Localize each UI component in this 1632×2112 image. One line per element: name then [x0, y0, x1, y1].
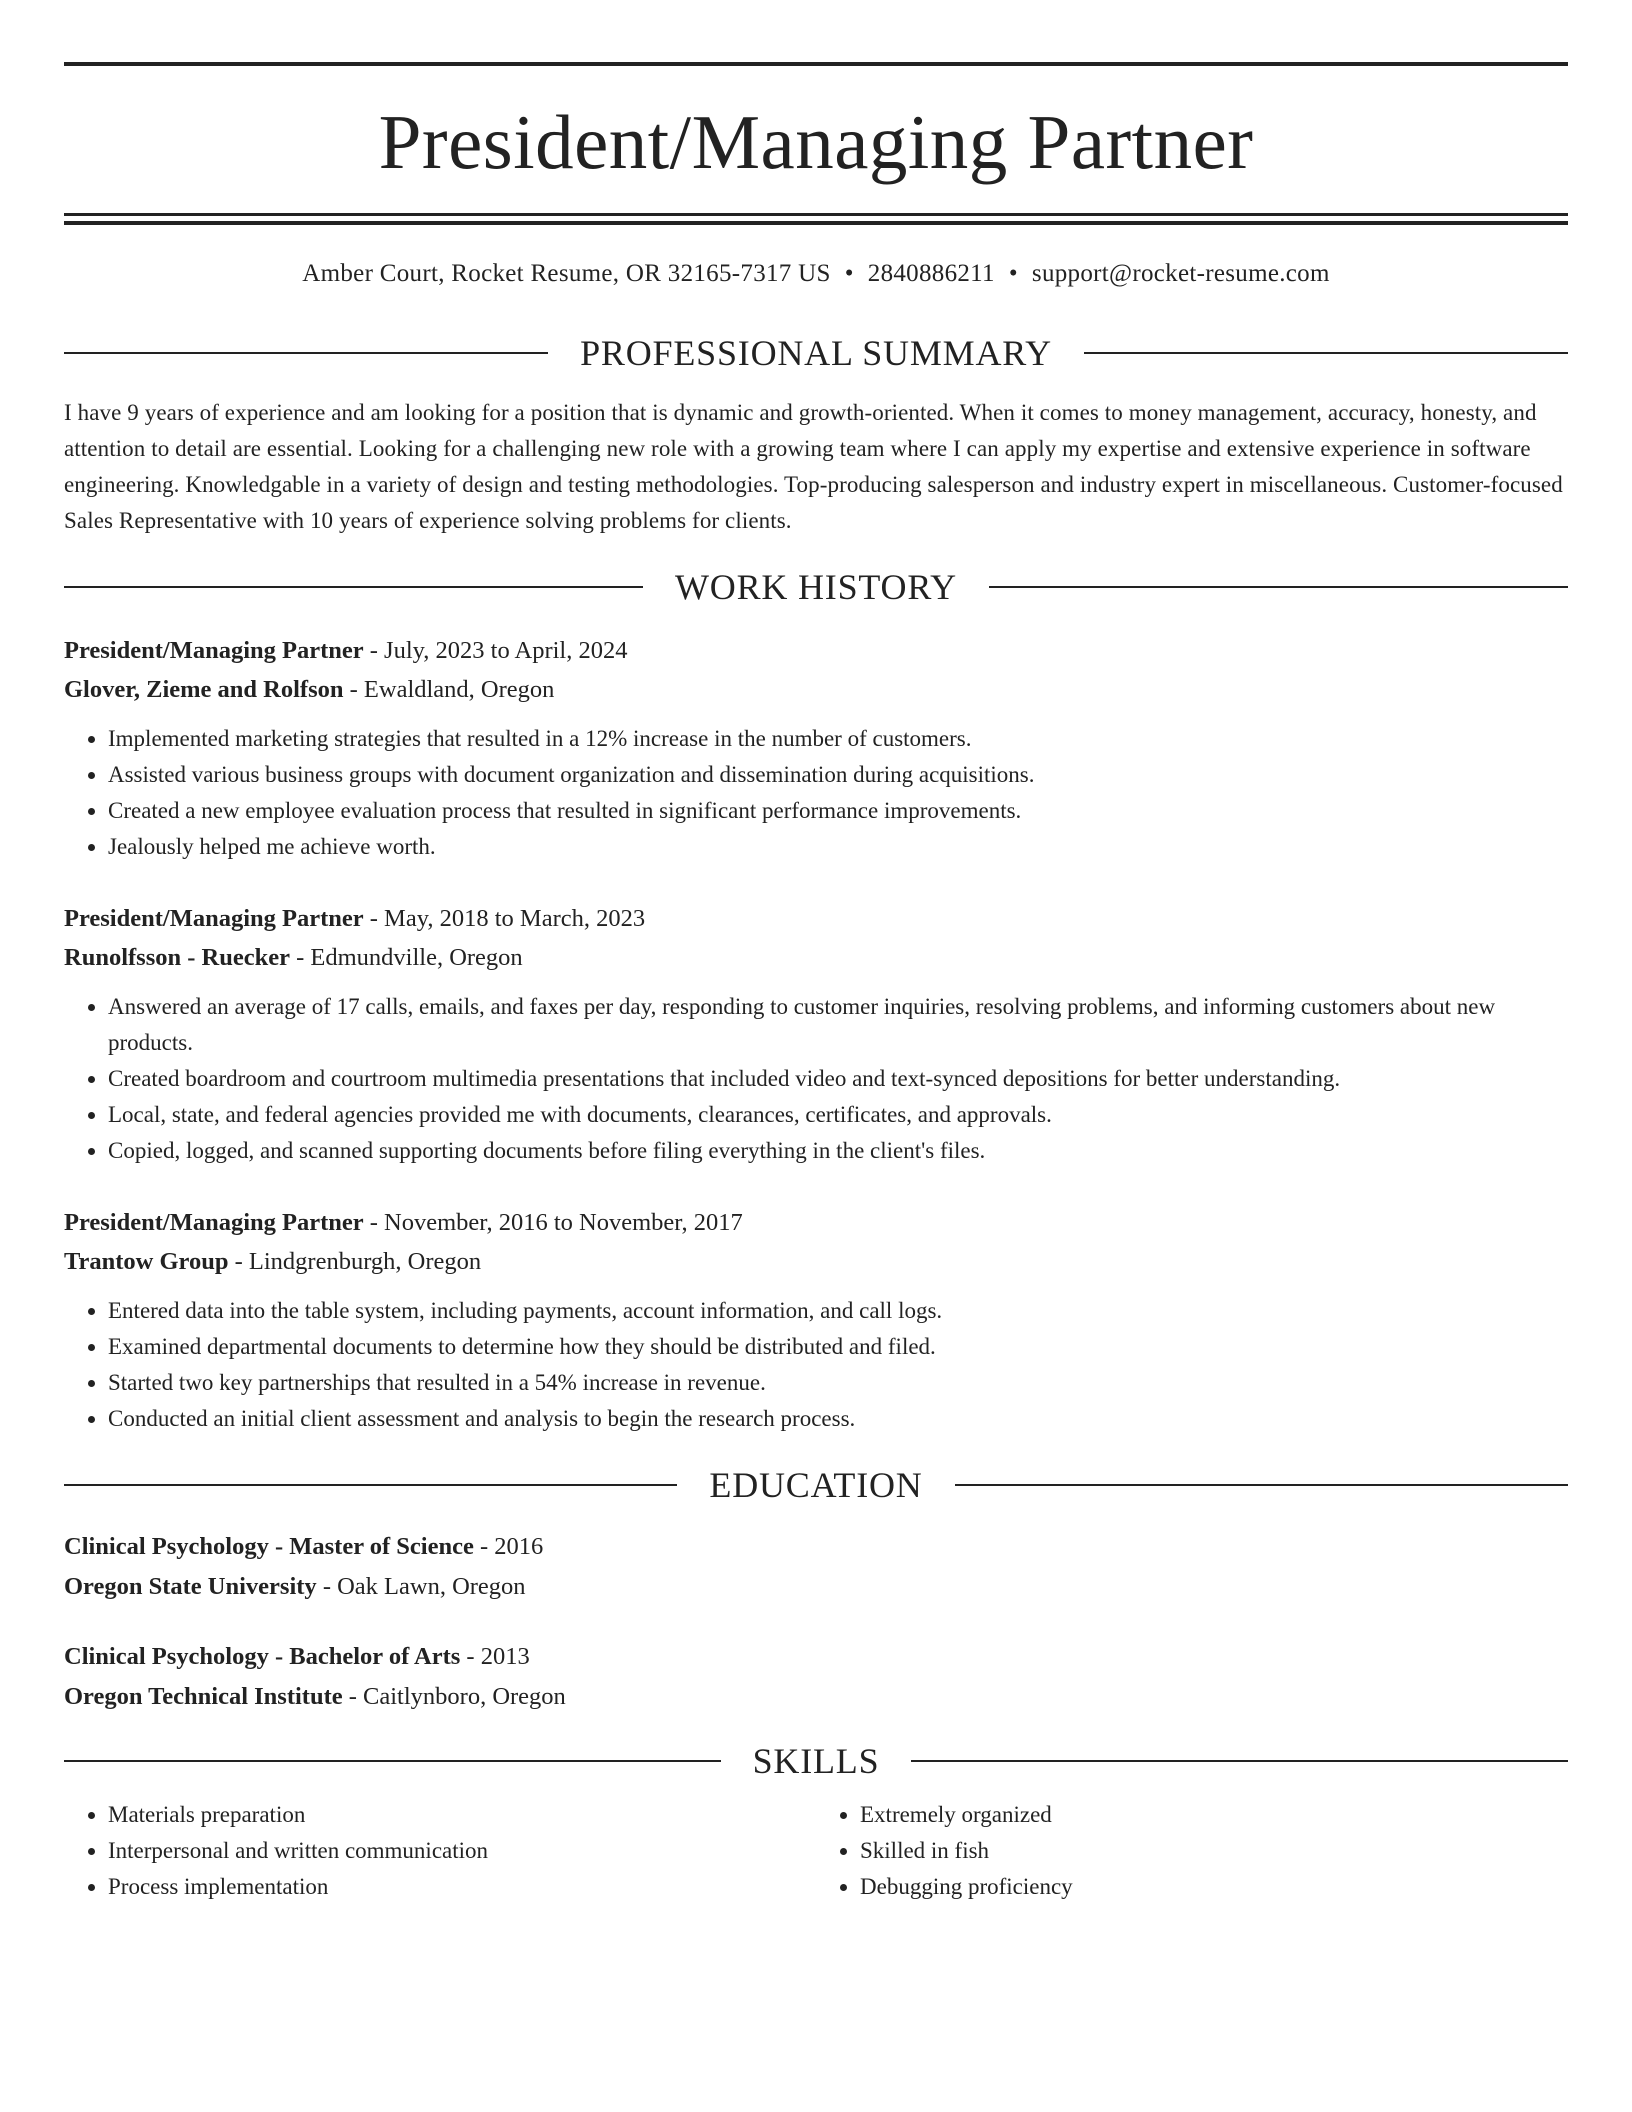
contact-phone: 2840886211 — [867, 260, 995, 287]
education-entry — [64, 1527, 1568, 1607]
job-dates: - May, 2018 to March, 2023 — [363, 905, 646, 932]
education-entry — [64, 1637, 1568, 1717]
job-company-line — [64, 670, 1568, 709]
job-bullets — [64, 721, 1568, 865]
heading-rule-left — [64, 1484, 677, 1486]
job-bullet: • Examined departmental documents to determine how they should be distributed and filed. — [108, 1329, 1568, 1365]
heading-rule-right — [955, 1484, 1568, 1486]
job-bullet: • Assisted various business groups with document organization and dissemination during acquisitions. — [108, 757, 1568, 793]
education-location: - Caitlynboro, Oregon — [342, 1683, 566, 1710]
heading-rule-right — [911, 1760, 1568, 1762]
heading-rule-right — [1084, 352, 1568, 354]
contact-separator: • — [844, 260, 854, 287]
job-bullets — [64, 1293, 1568, 1437]
skill-item: • Process implementation — [108, 1869, 816, 1905]
education-year: - 2016 — [473, 1533, 544, 1560]
job-title-line — [64, 631, 1568, 670]
job-company-line — [64, 938, 1568, 977]
job-bullet: • Answered an average of 17 calls, emails, and faxes per day, responding to customer inquiries, resolving problems, and informing customers about new products. — [108, 989, 1568, 1061]
job-bullet: • Implemented marketing strategies that resulted in a 12% increase in the number of customers. — [108, 721, 1568, 757]
job-bullet: • Entered data into the table system, including payments, account information, and call logs. — [108, 1293, 1568, 1329]
skill-item: • Skilled in fish — [860, 1833, 1568, 1869]
contact-address: Amber Court, Rocket Resume, OR 32165-7317 US — [302, 260, 831, 287]
job-location: - Edmundville, Oregon — [289, 944, 523, 971]
education-degree-line — [64, 1527, 1568, 1567]
heading-rule-right — [989, 586, 1568, 588]
job-title: President/Managing Partner — [64, 1209, 364, 1236]
education-degree: Clinical Psychology - Master of Science — [64, 1533, 474, 1560]
job-bullet: • Copied, logged, and scanned supporting documents before filing everything in the client's files. — [108, 1133, 1568, 1169]
skill-item: • Extremely organized — [860, 1797, 1568, 1833]
job-bullet: • Started two key partnerships that resulted in a 54% increase in revenue. — [108, 1365, 1568, 1401]
education-year: - 2013 — [460, 1643, 530, 1670]
education-school: Oregon State University — [64, 1573, 317, 1600]
skill-item: • Materials preparation — [108, 1797, 816, 1833]
job-company: Glover, Zieme and Rolfson — [64, 676, 344, 703]
job-company: Trantow Group — [64, 1248, 229, 1275]
job-bullet: • Local, state, and federal agencies provided me with documents, clearances, certificates, and approvals. — [108, 1097, 1568, 1133]
job-title: President/Managing Partner — [64, 637, 364, 664]
section-heading-skills — [64, 1743, 1568, 1779]
section-heading-summary — [64, 335, 1568, 371]
job-dates: - July, 2023 to April, 2024 — [363, 637, 628, 664]
job-company-line — [64, 1242, 1568, 1281]
section-title: WORK HISTORY — [675, 567, 957, 607]
job-bullet: • Conducted an initial client assessment and analysis to begin the research process. — [108, 1401, 1568, 1437]
contact-line — [64, 259, 1568, 289]
job-entry — [64, 631, 1568, 865]
resume-title: President/Managing Partner — [378, 99, 1254, 185]
top-rule — [64, 62, 1568, 66]
skills-column-right — [816, 1797, 1568, 1905]
contact-email: support@rocket-resume.com — [1031, 260, 1330, 287]
section-heading-education — [64, 1467, 1568, 1503]
job-bullet: • Created boardroom and courtroom multimedia presentations that included video and text-synced depositions for better understanding. — [108, 1061, 1568, 1097]
contact-separator: • — [1008, 260, 1018, 287]
skill-item: • Interpersonal and written communication — [108, 1833, 816, 1869]
job-location: - Lindgrenburgh, Oregon — [228, 1248, 482, 1275]
job-company: Runolfsson - Ruecker — [64, 944, 290, 971]
job-bullets — [64, 989, 1568, 1169]
education-school-line — [64, 1567, 1568, 1607]
education-school: Oregon Technical Institute — [64, 1683, 343, 1710]
job-bullet: • Created a new employee evaluation process that resulted in significant performance improvements. — [108, 793, 1568, 829]
job-title: President/Managing Partner — [64, 905, 364, 932]
skills-column-left — [64, 1797, 816, 1905]
education-degree-line — [64, 1637, 1568, 1677]
summary-text: I have 9 years of experience and am looking for a position that is dynamic and growth-oriented. When it comes to money management, accuracy, honesty, and attention to detail are essential. Looking for a challenging new role with a growing team where I can apply my expertise and extensive experience in software engineering. Knowledgable in a variety of design and testing methodologies. Top-producing salesperson and industry expert in miscellaneous. Customer-focused Sales Representative with 10 years of experience solving problems for clients. — [64, 400, 1563, 533]
education-school-line — [64, 1677, 1568, 1717]
section-title: PROFESSIONAL SUMMARY — [580, 333, 1052, 373]
heading-rule-left — [64, 352, 548, 354]
job-title-line — [64, 1203, 1568, 1242]
job-location: - Ewaldland, Oregon — [343, 676, 555, 703]
job-entry — [64, 899, 1568, 1169]
skills-list — [64, 1797, 1568, 1905]
education-degree: Clinical Psychology - Bachelor of Arts — [64, 1643, 461, 1670]
job-dates: - November, 2016 to November, 2017 — [363, 1209, 743, 1236]
skill-item: • Debugging proficiency — [860, 1869, 1568, 1905]
section-title: EDUCATION — [709, 1465, 923, 1505]
job-entry — [64, 1203, 1568, 1437]
education-location: - Oak Lawn, Oregon — [316, 1573, 526, 1600]
job-bullet: • Jealously helped me achieve worth. — [108, 829, 1568, 865]
heading-rule-left — [64, 586, 643, 588]
heading-rule-left — [64, 1760, 721, 1762]
section-title: SKILLS — [752, 1741, 880, 1781]
title-double-rule — [64, 213, 1568, 225]
section-heading-work-history — [64, 569, 1568, 605]
job-title-line — [64, 899, 1568, 938]
